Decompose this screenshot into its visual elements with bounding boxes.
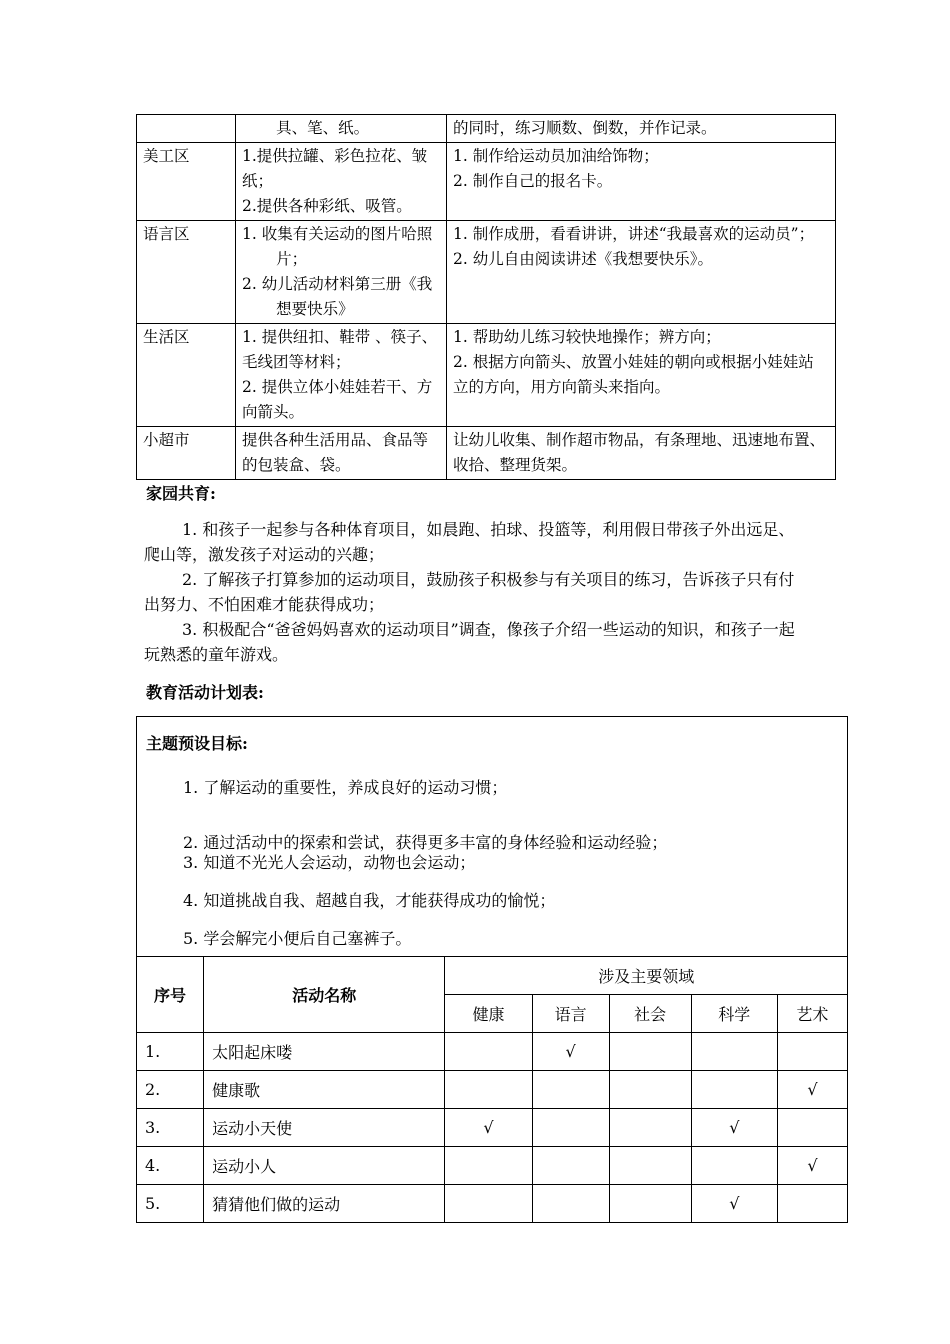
area-row xyxy=(137,143,836,221)
activity-row xyxy=(137,1033,848,1071)
activity-name: 运动小天使 xyxy=(204,1109,445,1147)
cell-line: 1. 提供纽扣、鞋带 、筷子、毛线团等材料； xyxy=(242,328,438,371)
activity-row xyxy=(137,1147,848,1185)
empty-cell xyxy=(532,1185,609,1223)
home-item: 1. 和孩子一起参与各种体育项目，如晨跑、拍球、投篮等，利用假日带孩子外出远足、爬山等，激发孩子对运动的兴趣； xyxy=(144,520,795,564)
area-row xyxy=(137,221,836,324)
goal-item: 4. 知道挑战自我、超越自我，才能获得成功的愉悦； xyxy=(183,891,556,910)
cell-line: 1.提供拉罐、彩色拉花、皱纸； xyxy=(242,147,428,190)
empty-cell xyxy=(445,1071,532,1109)
goal-item: 5. 学会解完小便后自己塞裤子。 xyxy=(183,929,412,948)
empty-cell xyxy=(609,1185,691,1223)
domain-header: 健康 xyxy=(445,995,532,1033)
cell-line: 1. 制作给运动员加油给饰物； xyxy=(453,147,659,165)
empty-cell xyxy=(532,1071,609,1109)
area-name xyxy=(137,115,236,143)
plan-heading: 教育活动计划表: xyxy=(146,683,264,702)
col-header-domain: 涉及主要领域 xyxy=(445,957,848,995)
activity-no: 3. xyxy=(137,1109,204,1147)
home-list xyxy=(144,517,809,667)
activity-table xyxy=(136,956,848,1223)
area-activities xyxy=(447,221,836,324)
area-row xyxy=(137,115,836,143)
area-activities xyxy=(447,427,836,480)
activity-row xyxy=(137,1109,848,1147)
domain-header: 科学 xyxy=(691,995,777,1033)
check-mark: √ xyxy=(691,1109,777,1147)
empty-cell xyxy=(777,1033,847,1071)
cell-line: 具、笔、纸。 xyxy=(276,119,370,137)
area-name: 小超市 xyxy=(137,427,236,480)
check-mark: √ xyxy=(777,1147,847,1185)
cell-line: 2. 提供立体小娃娃若干、方向箭头。 xyxy=(242,378,433,421)
empty-cell xyxy=(609,1033,691,1071)
cell-line: 1. 收集有关运动的图片哈照片； xyxy=(242,225,433,268)
activity-name: 猜猜他们做的运动 xyxy=(204,1185,445,1223)
check-mark: √ xyxy=(777,1071,847,1109)
empty-cell xyxy=(777,1109,847,1147)
cell-line: 2. 根据方向箭头、放置小娃娃的朝向或根据小娃娃站立的方向，用方向箭头来指向。 xyxy=(453,353,814,396)
domain-header: 艺术 xyxy=(777,995,847,1033)
cell-line: 2. 制作自己的报名卡。 xyxy=(453,172,613,190)
area-materials xyxy=(236,115,447,143)
empty-cell xyxy=(532,1109,609,1147)
cell-line: 的同时，练习顺数、倒数，并作记录。 xyxy=(453,119,717,137)
area-name: 美工区 xyxy=(137,143,236,221)
cell-line: 1. 帮助幼儿练习较快地操作；辨方向； xyxy=(453,328,721,346)
goal-item: 1. 了解运动的重要性，养成良好的运动习惯； xyxy=(183,778,508,797)
empty-cell xyxy=(691,1071,777,1109)
area-activities xyxy=(447,143,836,221)
activity-row xyxy=(137,1185,848,1223)
cell-line: 让幼儿收集、制作超市物品，有条理地、迅速地布置、收拾、整理货架。 xyxy=(453,431,826,474)
empty-cell xyxy=(691,1033,777,1071)
area-name: 语言区 xyxy=(137,221,236,324)
check-mark: √ xyxy=(445,1109,532,1147)
area-materials xyxy=(236,324,447,427)
home-item: 2. 了解孩子打算参加的运动项目，鼓励孩子积极参与有关项目的练习，告诉孩子只有付出努力、不怕困难才能获得成功； xyxy=(144,570,795,614)
empty-cell xyxy=(777,1185,847,1223)
empty-cell xyxy=(532,1147,609,1185)
activity-no: 4. xyxy=(137,1147,204,1185)
goals-title: 主题预设目标: xyxy=(146,734,248,753)
area-materials xyxy=(236,221,447,324)
domain-header: 语言 xyxy=(532,995,609,1033)
col-header-name: 活动名称 xyxy=(204,957,445,1033)
empty-cell xyxy=(609,1109,691,1147)
area-row xyxy=(137,324,836,427)
cell-line: 2.提供各种彩纸、吸管。 xyxy=(242,197,412,215)
empty-cell xyxy=(609,1147,691,1185)
check-mark: √ xyxy=(532,1033,609,1071)
activity-no: 1. xyxy=(137,1033,204,1071)
empty-cell xyxy=(445,1185,532,1223)
home-item: 3. 积极配合“爸爸妈妈喜欢的运动项目”调查，像孩子介绍一些运动的知识，和孩子一起玩熟悉的童年游戏。 xyxy=(144,620,795,664)
empty-cell xyxy=(609,1071,691,1109)
domain-header: 社会 xyxy=(609,995,691,1033)
col-header-no: 序号 xyxy=(137,957,204,1033)
area-table xyxy=(136,114,836,480)
area-activities xyxy=(447,115,836,143)
cell-line: 2. 幼儿自由阅读讲述《我想要快乐》。 xyxy=(453,250,713,268)
goal-item: 3. 知道不光光人会运动，动物也会运动； xyxy=(183,853,476,872)
activity-name: 运动小人 xyxy=(204,1147,445,1185)
activity-no: 5. xyxy=(137,1185,204,1223)
empty-cell xyxy=(445,1147,532,1185)
area-materials xyxy=(236,143,447,221)
area-materials xyxy=(236,427,447,480)
activity-row xyxy=(137,1071,848,1109)
cell-line: 2. 幼儿活动材料第三册《我想要快乐》 xyxy=(242,275,433,318)
empty-cell xyxy=(445,1033,532,1071)
cell-line: 提供各种生活用品、食品等的包装盒、袋。 xyxy=(242,431,429,474)
area-name: 生活区 xyxy=(137,324,236,427)
empty-cell xyxy=(691,1147,777,1185)
activity-name: 太阳起床喽 xyxy=(204,1033,445,1071)
area-activities xyxy=(447,324,836,427)
home-heading: 家园共育: xyxy=(146,484,216,503)
check-mark: √ xyxy=(691,1185,777,1223)
goal-item: 2. 通过活动中的探索和尝试，获得更多丰富的身体经验和运动经验； xyxy=(183,833,668,852)
goals-box xyxy=(136,716,848,957)
cell-line: 1. 制作成册，看看讲讲，讲述“我最喜欢的运动员”； xyxy=(453,225,815,243)
activity-name: 健康歌 xyxy=(204,1071,445,1109)
activity-no: 2. xyxy=(137,1071,204,1109)
area-row xyxy=(137,427,836,480)
